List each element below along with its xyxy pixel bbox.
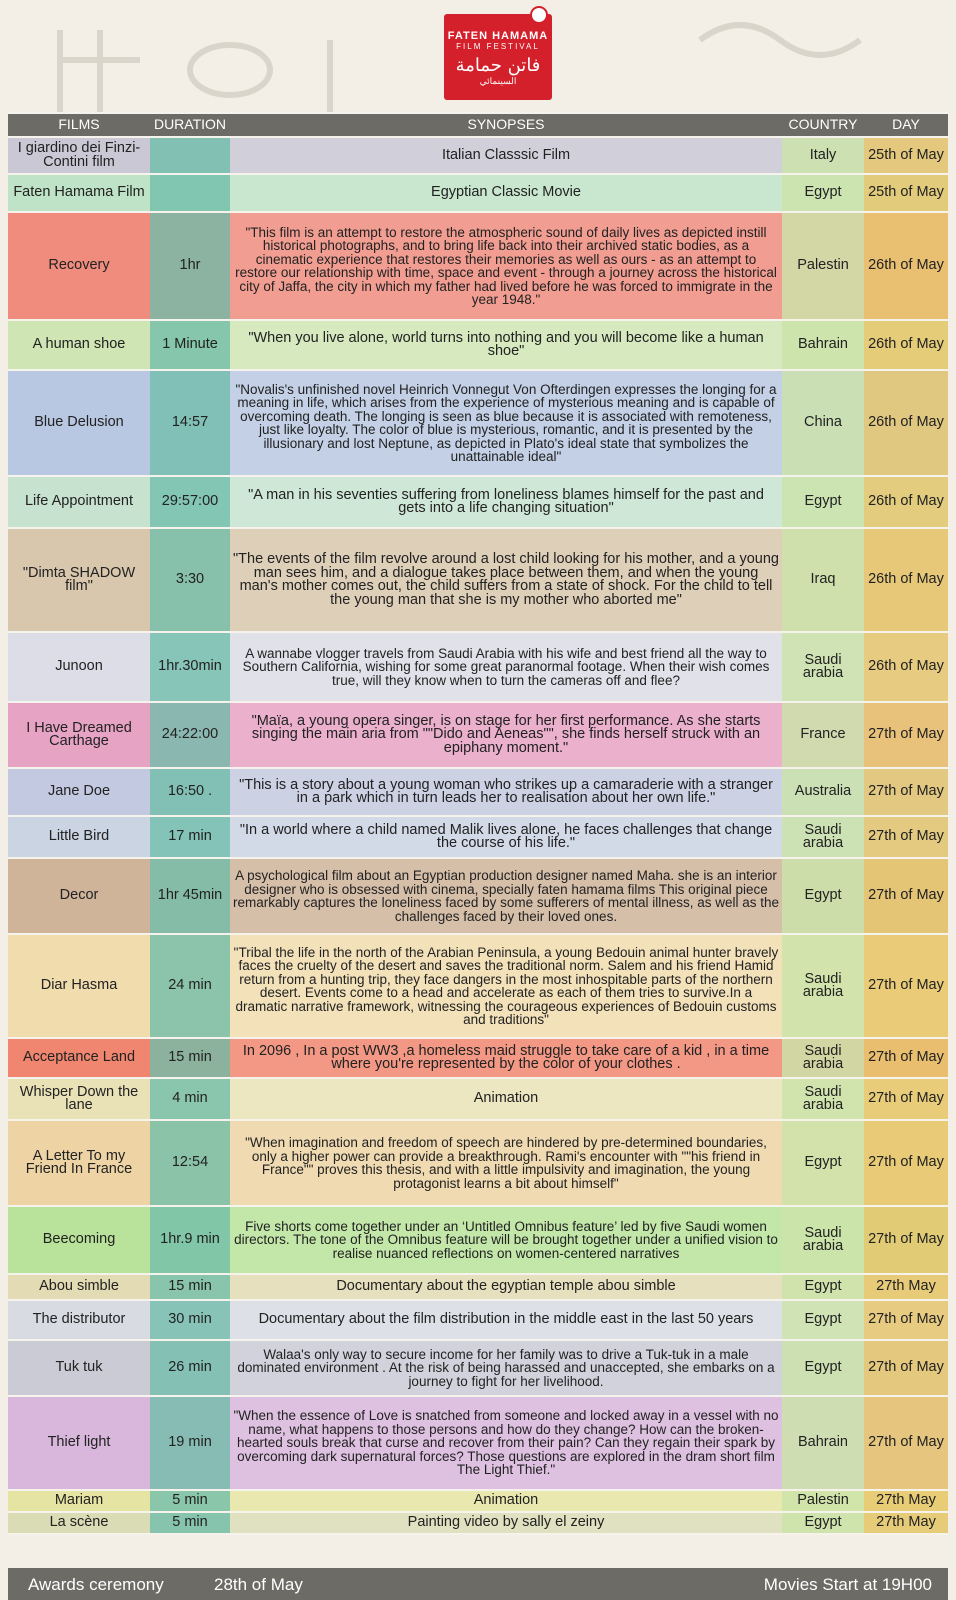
film-cell: Recovery [8,212,150,320]
synopsis-cell: Egyptian Classic Movie [230,174,782,212]
film-cell: The distributor [8,1300,150,1340]
country-cell: Saudi arabia [782,1078,864,1120]
table-row [8,137,948,174]
country-cell: Egypt [782,858,864,934]
camera-icon [530,6,548,24]
day-cell: 25th of May [864,137,948,174]
film-cell: Whisper Down the lane [8,1078,150,1120]
duration-cell: 1hr [150,212,230,320]
day-cell: 27th of May [864,816,948,858]
country-cell: Egypt [782,476,864,528]
duration-cell: 26 min [150,1340,230,1396]
film-cell: Little Bird [8,816,150,858]
film-cell: Jane Doe [8,768,150,816]
table-row [8,1396,948,1490]
day-cell: 27th May [864,1512,948,1534]
day-cell: 27th May [864,1490,948,1512]
country-cell: Australia [782,768,864,816]
country-cell: France [782,702,864,768]
duration-cell: 5 min [150,1512,230,1534]
country-cell: China [782,370,864,476]
header-duration: DURATION [150,113,230,137]
duration-cell: 1hr 45min [150,858,230,934]
synopsis-cell: "A man in his seventies suffering from loneliness blames himself for the past and gets into a life changing situation" [230,476,782,528]
duration-cell: 17 min [150,816,230,858]
synopsis-cell: "This film is an attempt to restore the atmospheric sound of daily lives as depicted instill historical photographs, and to bring life back into their archived static bodies, as a cinematic experience that restores their memories as well as ours - as an attempt to restore our relationship with time, space and event - through a journey across the historical city of Jaffa, the city in which my father had lived before he was forced to immigrate in the year 1948." [230,212,782,320]
duration-cell: 12:54 [150,1120,230,1206]
synopsis-cell: Painting video by sally el zeiny [230,1512,782,1534]
day-cell: 27th of May [864,934,948,1038]
country-cell: Italy [782,137,864,174]
footer-bar [8,1568,948,1600]
duration-cell: 5 min [150,1490,230,1512]
country-cell: Palestin [782,212,864,320]
day-cell: 27th of May [864,858,948,934]
duration-cell: 1hr.30min [150,632,230,702]
duration-cell: 29:57:00 [150,476,230,528]
table-row [8,934,948,1038]
awards-date: 28th of May [214,1575,303,1594]
duration-cell: 24 min [150,934,230,1038]
country-cell: Bahrain [782,320,864,370]
table-row [8,1340,948,1396]
film-cell: Life Appointment [8,476,150,528]
duration-cell: 15 min [150,1274,230,1300]
header-day: DAY [864,113,948,137]
synopsis-cell: Five shorts come together under an ‘Untitled Omnibus feature’ led by five Saudi women directors. The tone of the Omnibus feature will be brought together under a unified vision to realise nuanced reflections on women-centered narratives [230,1206,782,1274]
country-cell: Saudi arabia [782,1206,864,1274]
duration-cell: 24:22:00 [150,702,230,768]
table-row [8,212,948,320]
header-films: FILMS [8,113,150,137]
table-row [8,174,948,212]
table-row [8,320,948,370]
duration-cell: 30 min [150,1300,230,1340]
synopsis-cell: Walaa's only way to secure income for her family was to drive a Tuk-tuk in a male dominated environment . At the risk of being harassed and unaccepted, she embarks on a journey to fight for her livelihood. [230,1340,782,1396]
table-row [8,1512,948,1534]
synopsis-cell: Documentary about the film distribution in the middle east in the last 50 years [230,1300,782,1340]
day-cell: 26th of May [864,528,948,632]
synopsis-cell: Italian Classsic Film [230,137,782,174]
day-cell: 27th of May [864,1340,948,1396]
day-cell: 25th of May [864,174,948,212]
synopsis-cell: A wannabe vlogger travels from Saudi Arabia with his wife and best friend all the way to Southern California, wishing for some great paranormal footage. When their wish comes true, will they know when to turn the cameras off and flee? [230,632,782,702]
logo-name-ar: فاتن حمامة [455,55,541,76]
table-row [8,702,948,768]
table-row [8,858,948,934]
country-cell: Egypt [782,1340,864,1396]
country-cell: Saudi arabia [782,934,864,1038]
film-cell: Mariam [8,1490,150,1512]
table-row [8,1078,948,1120]
synopsis-cell: "Novalis's unfinished novel Heinrich Vonnegut Von Ofterdingen expresses the longing for a meaning in life, which arises from the experience of mysterious meaning and is capable of overcoming death. The longing is seen as blue because it is associated with remoteness, just like loyalty. The color of blue is mysterious, romantic, and it is presented by the illusionary and lost Neptune, as depicted in Plato's ideal state that symbolizes the unattainable ideal" [230,370,782,476]
synopsis-cell: "In a world where a child named Malik lives alone, he faces challenges that change the course of his life." [230,816,782,858]
day-cell: 27th of May [864,1120,948,1206]
duration-cell: 14:57 [150,370,230,476]
synopsis-cell: A psychological film about an Egyptian production designer named Maha. she is an interior designer who is obsessed with cinema, specially faten hamama films This original piece remarkably captures the loneliness faced by some sufferers of mental illness, as well as the challenges faced by their loved ones. [230,858,782,934]
header-synopses: SYNOPSES [230,113,782,137]
country-cell: Egypt [782,174,864,212]
awards-label: Awards ceremony [28,1575,164,1594]
synopsis-cell: "Tribal the life in the north of the Arabian Peninsula, a young Bedouin animal hunter bravely faces the cruelty of the desert and saves the traditional norm. Salem and his friend Hamid return from a hunting trip, they face dangers in the most inhospitable parts of the northern desert. Events come to a head and accelerate as each of them tries to survive.In a dramatic narrative framework, witnessing the courageous experiences of Bedouin customs and traditions" [230,934,782,1038]
film-cell: Acceptance Land [8,1038,150,1078]
table-row [8,768,948,816]
film-cell: "Dimta SHADOW film" [8,528,150,632]
table-row [8,1274,948,1300]
film-cell: A Letter To my Friend In France [8,1120,150,1206]
day-cell: 26th of May [864,320,948,370]
film-cell: I Have Dreamed Carthage [8,702,150,768]
synopsis-cell: "Maïa, a young opera singer, is on stage for her first performance. As she starts singing the main aria from ""Dido and Aeneas"", she finds herself struck with an epiphany moment." [230,702,782,768]
duration-cell: 3:30 [150,528,230,632]
day-cell: 27th of May [864,1300,948,1340]
film-cell: La scène [8,1512,150,1534]
film-cell: Decor [8,858,150,934]
synopsis-cell: Animation [230,1490,782,1512]
table-row [8,1120,948,1206]
day-cell: 27th of May [864,1206,948,1274]
country-cell: Iraq [782,528,864,632]
country-cell: Saudi arabia [782,632,864,702]
table-row [8,1490,948,1512]
day-cell: 26th of May [864,370,948,476]
synopsis-cell: In 2096 , In a post WW3 ,a homeless maid struggle to take care of a kid , in a time where you're represented by the color of your clothes . [230,1038,782,1078]
country-cell: Saudi arabia [782,1038,864,1078]
film-cell: Blue Delusion [8,370,150,476]
country-cell: Bahrain [782,1396,864,1490]
table-row [8,370,948,476]
duration-cell: 19 min [150,1396,230,1490]
country-cell: Palestin [782,1490,864,1512]
synopsis-cell: Animation [230,1078,782,1120]
day-cell: 26th of May [864,476,948,528]
film-cell: Beecoming [8,1206,150,1274]
duration-cell [150,137,230,174]
day-cell: 27th of May [864,1038,948,1078]
table-row [8,1206,948,1274]
table-row [8,816,948,858]
day-cell: 26th of May [864,212,948,320]
day-cell: 27th of May [864,702,948,768]
duration-cell: 1hr.9 min [150,1206,230,1274]
country-cell: Egypt [782,1300,864,1340]
table-row [8,632,948,702]
day-cell: 27th May [864,1274,948,1300]
duration-cell: 1 Minute [150,320,230,370]
table-row [8,1038,948,1078]
country-cell: Saudi arabia [782,816,864,858]
header-country: COUNTRY [782,113,864,137]
duration-cell: 4 min [150,1078,230,1120]
table-row [8,476,948,528]
synopsis-cell: "The events of the film revolve around a lost child looking for his mother, and a young man sees him, and a dialogue takes place between them, and when the young man's mother comes out, the child suffers from a state of shock. For the child to tell the young man that she is my mother who aborted me" [230,528,782,632]
country-cell: Egypt [782,1274,864,1300]
film-cell: Diar Hasma [8,934,150,1038]
table-row [8,1300,948,1340]
festival-logo [444,14,552,100]
synopsis-cell: Documentary about the egyptian temple abou simble [230,1274,782,1300]
country-cell: Egypt [782,1512,864,1534]
synopsis-cell: "This is a story about a young woman who strikes up a camaraderie with a stranger in a park which in turn leads her to realisation about her own life." [230,768,782,816]
day-cell: 27th of May [864,768,948,816]
logo-subtitle-en: FILM FESTIVAL [456,42,540,51]
header-row [8,113,948,137]
day-cell: 27th of May [864,1396,948,1490]
country-cell: Egypt [782,1120,864,1206]
synopsis-cell: "When you live alone, world turns into nothing and you will become like a human shoe" [230,320,782,370]
film-cell: Abou simble [8,1274,150,1300]
day-cell: 26th of May [864,632,948,702]
table-row [8,528,948,632]
logo-name-en: FATEN HAMAMA [447,30,549,42]
film-cell: Faten Hamama Film [8,174,150,212]
logo-subtitle-ar: السينمائي [479,76,517,86]
film-cell: Thief light [8,1396,150,1490]
film-cell: Junoon [8,632,150,702]
synopsis-cell: "When the essence of Love is snatched from someone and locked away in a vessel with no name, what happens to those persons and how do they change? How can the broken-hearted souls break that curse and recover from their pain? Can they regain their spark by overcoming dark supernatural forces? Those questions are explored in the dram short film The Light Thief." [230,1396,782,1490]
duration-cell: 15 min [150,1038,230,1078]
day-cell: 27th of May [864,1078,948,1120]
film-cell: A human shoe [8,320,150,370]
start-time: Movies Start at 19H00 [763,1575,932,1594]
schedule-table [8,112,948,1535]
duration-cell [150,174,230,212]
synopsis-cell: "When imagination and freedom of speech are hindered by pre-determined boundaries, only a higher power can provide a breakthrough. Rami's encounter with ""his friend in France"" proves this thesis, and with a little impulsivity and imagination, the young protagonist learns a bit about himself" [230,1120,782,1206]
film-cell: I giardino dei Finzi-Contini film [8,137,150,174]
duration-cell: 16:50 . [150,768,230,816]
film-cell: Tuk tuk [8,1340,150,1396]
